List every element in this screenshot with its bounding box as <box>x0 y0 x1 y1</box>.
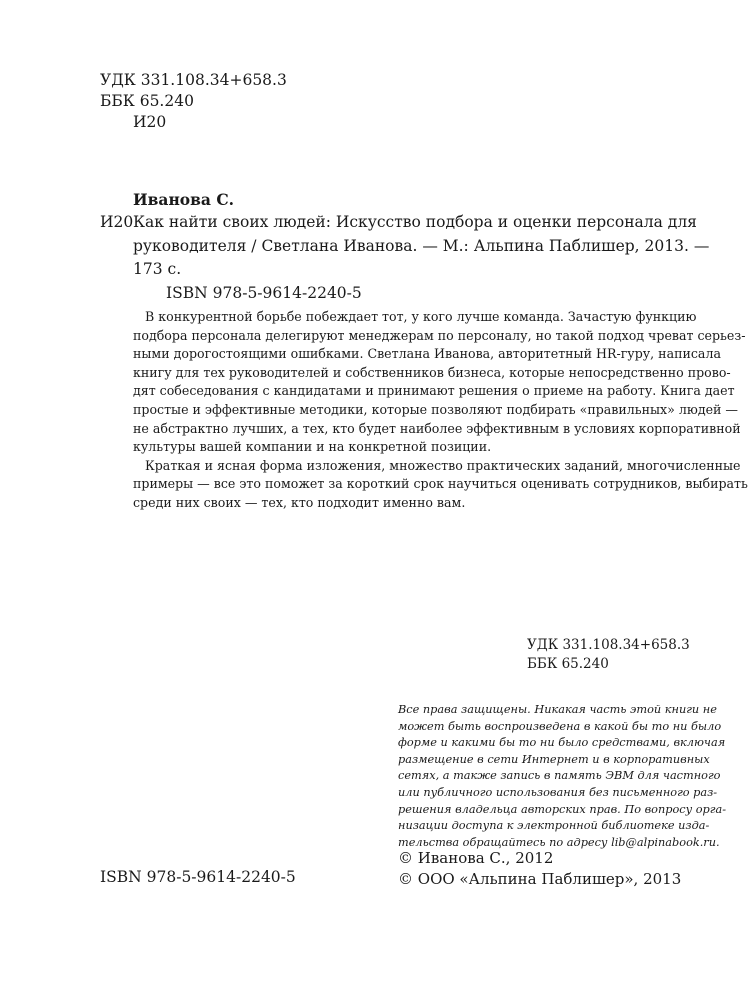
bbk-code-bottom: ББК 65.240 <box>527 656 609 672</box>
rights-line: или публичного использования без письменного раз- <box>398 785 718 799</box>
isbn-record: ISBN 978-5-9614-2240-5 <box>166 284 362 302</box>
rights-notice <box>398 702 727 851</box>
rights-line: форме и какими бы то ни было средствами, включая <box>398 736 726 750</box>
annotation-line: книгу для тех руководителей и собственников бизнеса, которые непосредственно прово- <box>133 364 731 380</box>
title-line: 173 с. <box>133 260 182 278</box>
rights-line: решения владельца авторских прав. По вопросу орга- <box>398 802 727 816</box>
isbn-bottom: ISBN 978-5-9614-2240-5 <box>100 868 296 886</box>
udk-code: УДК 331.108.34+658.3 <box>100 71 287 89</box>
rights-line: Все права защищены. Никакая часть этой книги не <box>398 703 717 716</box>
annotation-line: подбора персонала делегируют менеджерам по персоналу, но такой подход чреват серьез- <box>133 327 746 343</box>
copyright-author: © Иванова С., 2012 <box>398 849 554 867</box>
annotation-line: среди них своих — тех, кто подходит именно вам. <box>133 494 466 510</box>
bottom-classification-codes <box>527 636 690 674</box>
annotation-line: Краткая и ясная форма изложения, множество практических заданий, многочисленные <box>145 457 741 473</box>
copyright-block <box>398 848 681 890</box>
title-line: руководителя / Светлана Иванова. — М.: Альпина Паблишер, 2013. — <box>133 236 710 255</box>
rights-line: низации доступа к электронной библиотеке изда- <box>398 819 710 833</box>
author-mark: И20 <box>133 113 167 131</box>
annotation-line: примеры — все это поможет за короткий срок научиться оценивать сотрудников, выбирать <box>133 476 748 492</box>
udk-code-bottom: УДК 331.108.34+658.3 <box>527 637 690 653</box>
copyright-publisher: © ООО «Альпина Паблишер», 2013 <box>398 870 682 888</box>
record-author-mark: И20 <box>100 213 134 231</box>
rights-line: сетях, а также запись в память ЭВМ для частного <box>398 769 721 783</box>
bbk-code: ББК 65.240 <box>100 92 194 110</box>
bibliographic-title <box>133 211 710 282</box>
rights-line: тельства обращайтесь по адресу lib@alpinabook.ru. <box>398 835 720 849</box>
annotation-line: культуры вашей компании и на конкретной позиции. <box>133 439 492 455</box>
annotation-line: В конкурентной борьбе побеждает тот, у кого лучше команда. Зачастую функцию <box>145 309 697 324</box>
annotation <box>133 308 748 513</box>
annotation-line: дят собеседования с кандидатами и принимают решения о приеме на работу. Книга дает <box>133 383 735 399</box>
rights-line: может быть воспроизведена в какой бы то ни было <box>398 719 722 733</box>
title-line: Как найти своих людей: Искусство подбора и оценки персонала для <box>133 213 697 231</box>
author-name: Иванова С. <box>133 190 235 209</box>
annotation-line: ными дорогостоящими ошибками. Светлана Иванова, авторитетный HR-гуру, написала <box>133 346 721 362</box>
top-classification-codes <box>100 70 287 133</box>
annotation-line: простые и эффективные методики, которые позволяют подбирать «правильных» людей — <box>133 401 739 417</box>
annotation-line: не абстрактно лучших, а тех, кто будет наиболее эффективным в условиях корпоративной <box>133 420 741 436</box>
rights-line: размещение в сети Интернет и в корпоративных <box>398 752 710 766</box>
